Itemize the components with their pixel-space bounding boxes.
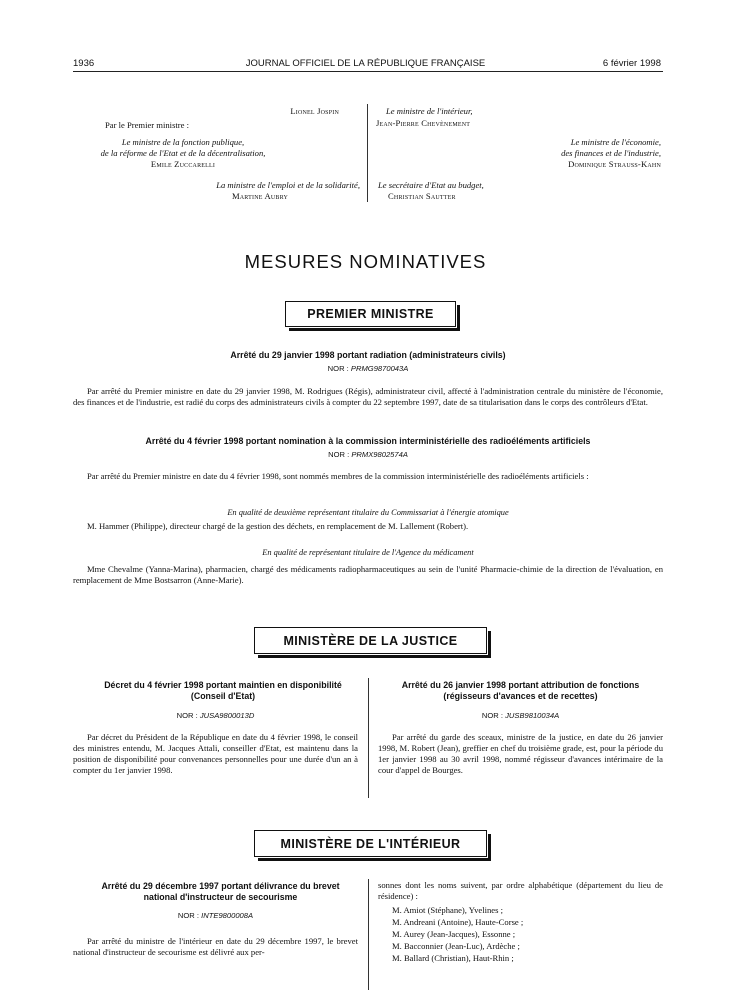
signature-pm-par: Par le Premier ministre :	[105, 120, 190, 130]
signature-pm-name: Lionel Jospin	[290, 106, 339, 116]
page-number: 1936	[73, 58, 95, 69]
signature-divider	[367, 104, 368, 202]
signature-fp-name: Emile Zuccarelli	[150, 159, 216, 169]
list-item: M. Aurey (Jean-Jacques), Essonne ;	[392, 929, 516, 939]
interieur-arrete-nor	[73, 911, 358, 920]
signature-interieur-name: Jean-Pierre Chevènement	[376, 118, 471, 128]
nor-label: NOR :	[481, 711, 503, 720]
justice-decret-text: Par décret du Président de la République en date du 4 février 1998, le conseil des ministres entendu, M. Jacques Attali, conseiller d'Etat, est maintenu dans la position de disponibilité pour convenances personnelles pour une durée d'un an à compter du 1er janvier 1998.	[73, 732, 358, 775]
signature-emploi-name: Martine Aubry	[231, 191, 289, 201]
nor-code: JUSA9800013D	[199, 711, 255, 720]
justice-arrete-text: Par arrêté du garde des sceaux, ministre de la justice, en date du 26 janvier 1998, M. Robert (Jean), greffier en chef du troisième grade, est, pour la période du 1er janvier 1998 au 30 avril 1998, nommé régisseur d'avances intérimaire de la cour d'appel de Bourges.	[378, 732, 663, 775]
justice-decret-title: Décret du 4 février 1998 portant maintien en disponibilité (Conseil d'Etat)	[104, 680, 342, 701]
pm-arrete1-text: Par arrêté du Premier ministre en date du 29 janvier 1998, M. Rodrigues (Régis), administrateur civil, affecté à l'administration centrale du ministère de l'économie, des finances et de l'industrie, est radié du corps des administrateurs civils à compter du 22 septembre 1997, date de sa titularisation dans le corps des contrôleurs d'Etat.	[73, 386, 663, 407]
column-divider	[368, 879, 369, 990]
list-item: M. Andreani (Antoine), Haute-Corse ;	[392, 917, 524, 927]
signature-fp-line2: de la réforme de l'Etat et de la décentralisation,	[100, 148, 266, 158]
pm-arrete2-title: Arrêté du 4 février 1998 portant nomination à la commission interministérielle des radioéléments artificiels	[145, 436, 591, 446]
signature-eco-line1: Le ministre de l'économie,	[570, 137, 661, 147]
pm-arrete2-qual2: En qualité de représentant titulaire de l'Agence du médicament	[262, 548, 474, 557]
justice-decret-nor	[73, 711, 358, 720]
interieur-names-list	[392, 904, 523, 964]
pm-arrete2-nor	[73, 450, 663, 459]
section-ministere-interieur: MINISTÈRE DE L'INTÉRIEUR	[254, 830, 487, 857]
pm-arrete2-text: Par arrêté du Premier ministre en date du 4 février 1998, sont nommés membres de la commission interministérielle des radioéléments artificiels :	[87, 471, 589, 481]
signature-budget-name: Christian Sautter	[388, 191, 456, 201]
nor-code: PRMG9870043A	[350, 364, 409, 373]
nor-label: NOR :	[177, 911, 200, 920]
justice-arrete-nor	[378, 711, 663, 720]
pm-arrete2-member2: Mme Chevalme (Yanna-Marina), pharmacien, chargé des médicaments radiopharmaceutiques au sein de l'unité Pharmacie-chimie de la direction de l'évaluation, en remplacement de Mme Bostsarron (Anne-Marie).	[73, 564, 663, 585]
header-rule	[73, 71, 663, 72]
pm-arrete1-nor	[73, 364, 663, 373]
main-title: MESURES NOMINATIVES	[244, 251, 487, 272]
interieur-arrete-text: Par arrêté du ministre de l'intérieur en date du 29 décembre 1997, le brevet national d'instructeur de secourisme est délivré aux per-	[73, 936, 358, 957]
interieur-arrete-continuation: sonnes dont les noms suivent, par ordre alphabétique (département du lieu de résidence) :	[378, 880, 663, 901]
interieur-arrete-title: Arrêté du 29 décembre 1997 portant délivrance du brevet national d'instructeur de secourisme	[101, 881, 340, 902]
signature-fp-line1: Le ministre de la fonction publique,	[121, 137, 245, 147]
issue-date: 6 février 1998	[602, 58, 661, 69]
signature-eco-name: Dominique Strauss-Kahn	[568, 159, 661, 169]
journal-title: JOURNAL OFFICIEL DE LA RÉPUBLIQUE FRANÇAISE	[245, 58, 486, 69]
nor-label: NOR :	[176, 711, 198, 720]
list-item: M. Amiot (Stéphane), Yvelines ;	[392, 905, 503, 915]
nor-code: PRMX9802574A	[351, 450, 408, 459]
signature-interieur-line: Le ministre de l'intérieur,	[386, 106, 473, 116]
pm-arrete2-member1: M. Hammer (Philippe), directeur chargé de la gestion des déchets, en remplacement de M. Lallement (Robert).	[87, 521, 469, 531]
pm-arrete2-qual1: En qualité de deuxième représentant titulaire du Commissariat à l'énergie atomique	[227, 508, 509, 517]
section-premier-ministre: PREMIER MINISTRE	[285, 301, 456, 327]
signature-eco-line2: des finances et de l'industrie,	[561, 148, 661, 158]
nor-label: NOR :	[327, 364, 349, 373]
justice-arrete-title: Arrêté du 26 janvier 1998 portant attribution de fonctions (régisseurs d'avances et de recettes)	[401, 680, 640, 701]
signature-emploi-line: La ministre de l'emploi et de la solidarité,	[216, 180, 360, 190]
section-ministere-justice: MINISTÈRE DE LA JUSTICE	[254, 627, 487, 654]
nor-code: INTE9800008A	[201, 911, 254, 920]
nor-code: JUSB9810034A	[505, 711, 560, 720]
column-divider	[368, 678, 369, 798]
signature-budget-line: Le secrétaire d'Etat au budget,	[378, 180, 484, 190]
pm-arrete1-title: Arrêté du 29 janvier 1998 portant radiation (administrateurs civils)	[230, 350, 506, 360]
list-item: M. Bacconnier (Jean-Luc), Ardèche ;	[392, 941, 520, 951]
list-item: M. Ballard (Christian), Haut-Rhin ;	[392, 953, 514, 963]
nor-label: NOR :	[328, 450, 350, 459]
